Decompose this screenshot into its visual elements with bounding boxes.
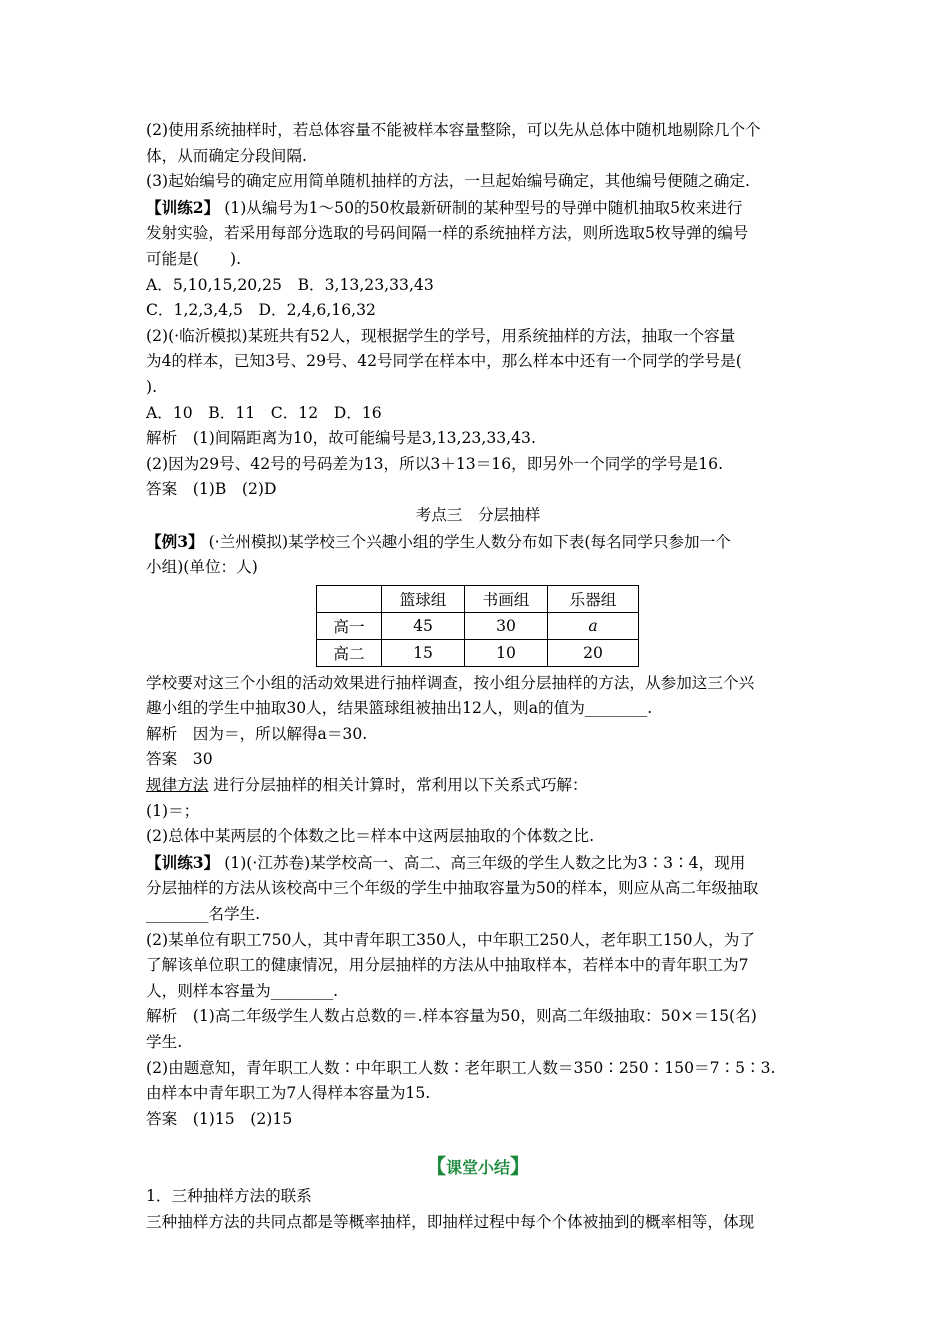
table-row [317,612,639,639]
text-line: ). [146,377,158,396]
section-title: 考点三 分层抽样 [415,505,541,524]
text-line: (2)某单位有职工750人，其中青年职工350人，中年职工250人，老年职工150人，为了 [146,930,755,949]
training-2-heading [146,195,810,222]
solution-line: 解析 (1)间隔距离为10，故可能编号是3,13,23,33,43. [146,429,536,448]
text-line: 了解该单位职工的健康情况，用分层抽样的方法从中抽取样本，若样本中的青年职工为7 [146,956,749,975]
table-cell: 高一 [317,612,382,639]
training-2-tag: 【训练2】 [146,197,220,217]
method-label: 规律方法 [146,776,209,795]
table-cell: 10 [465,639,548,666]
text-line: ________名学生. [146,905,261,924]
text-line: 小组)(单位：人) [146,558,258,577]
text-line: (1)＝； [146,801,200,820]
training-3-heading [146,850,810,877]
table-cell: 30 [465,612,548,639]
table-cell: 高二 [317,639,382,666]
solution-line: 解析 (1)高二年级学生人数占总数的＝.样本容量为50，则高二年级抽取：50×＝15(名) [146,1007,757,1026]
text-line: 可能是( ). [146,249,242,268]
text-line: 三种抽样方法的共同点都是等概率抽样，即抽样过程中每个个体被抽到的概率相等，体现 [146,1212,755,1231]
text-line: (1)从编号为1～50的50枚最新研制的某种型号的导弹中随机抽取5枚来进行 [219,198,743,217]
table-header-row [317,585,639,612]
table-cell: 45 [382,612,465,639]
text-line: 发射实验，若采用每部分选取的号码间隔一样的系统抽样方法，则所选取5枚导弹的编号 [146,224,749,243]
table-header-cell: 篮球组 [382,585,465,612]
summary-title: 课堂小结 [445,1158,510,1178]
answer-line: 答案 (1)B (2)D [146,480,277,499]
document-page [146,118,810,1235]
solution-line: 由样本中青年职工为7人得样本容量为15. [146,1084,431,1103]
data-table [316,585,639,667]
table-cell: 20 [548,639,639,666]
text-line: (3)起始编号的确定应用简单随机抽样的方法，一旦起始编号确定，其他编号便随之确定. [146,172,751,191]
text-line: 分层抽样的方法从该校高中三个年级的学生中抽取容量为50的样本，则应从高二年级抽取 [146,879,759,898]
solution-line: 学生. [146,1033,183,1051]
example-3-heading [146,529,810,556]
solution-line: (2)因为29号、42号的号码差为13，所以3＋13＝16，即另外一个同学的学号是16. [146,454,724,473]
text-line: 体，从而确定分段间隔. [146,146,307,165]
text-line: (2)总体中某两层的个体数之比＝样本中这两层抽取的个体数之比. [146,827,595,846]
text-line: 人，则样本容量为________. [146,981,339,1000]
choice-line: A．5,10,15,20,25 B．3,13,23,33,43 [146,275,434,294]
class-summary-heading [146,1154,810,1182]
training-3-tag: 【训练3】 [146,852,220,872]
text-line: 学校要对这三个小组的活动效果进行抽样调查，按小组分层抽样的方法，从参加这三个兴 [146,673,755,692]
table-header-cell: 书画组 [465,585,548,612]
choice-line: C．1,2,3,4,5 D．2,4,6,16,32 [146,301,376,320]
table-row [317,639,639,666]
table-cell [317,585,382,612]
bracket-open: 【 [425,1154,446,1179]
table-cell: a [548,612,639,639]
text-line: (2)使用系统抽样时，若总体容量不能被样本容量整除，可以先从总体中随机地剔除几个个 [146,121,761,139]
text-line: 为4的样本，已知3号、29号、42号同学在样本中，那么样本中还有一个同学的学号是( [146,352,742,371]
answer-line: 答案 30 [146,750,213,769]
solution-line: 解析 因为＝，所以解得a＝30. [146,724,368,743]
choice-line: A．10 B．11 C．12 D．16 [146,403,382,422]
example-3-tag: 【例3】 [146,531,204,551]
method-line [146,773,810,799]
method-text: 进行分层抽样的相关计算时，常利用以下关系式巧解： [213,776,588,795]
answer-line: 答案 (1)15 (2)15 [146,1109,293,1128]
bracket-close: 】 [510,1154,530,1179]
text-line: 1．三种抽样方法的联系 [146,1186,312,1205]
text-line: (·兰州模拟)某学校三个兴趣小组的学生人数分布如下表(每名同学只参加一个 [203,532,731,551]
table-header-cell: 乐器组 [548,585,639,612]
table-cell: 15 [382,639,465,666]
text-line: (2)(·临沂模拟)某班共有52人，现根据学生的学号，用系统抽样的方法，抽取一个容量 [146,326,736,345]
text-line: 趣小组的学生中抽取30人，结果篮球组被抽出12人，则a的值为________. [146,699,653,718]
solution-line: (2)由题意知，青年职工人数∶中年职工人数∶老年职工人数＝350∶250∶150＝7∶5∶3. [146,1058,776,1077]
text-line: (1)(·江苏卷)某学校高一、高二、高三年级的学生人数之比为3∶3∶4，现用 [219,853,746,872]
